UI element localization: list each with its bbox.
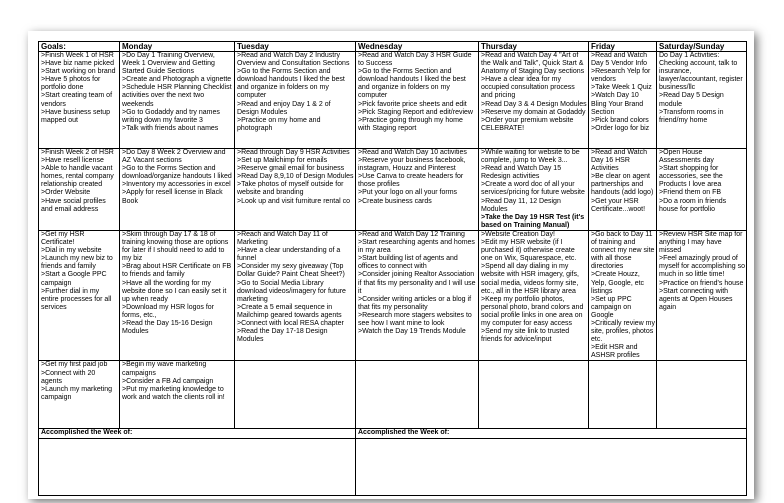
cell-entry: >Finish Week 1 of HSR bbox=[41, 52, 114, 59]
cell-wednesday bbox=[356, 361, 479, 429]
cell-entry: >Read and Watch Day 15 Redesign activities bbox=[481, 165, 562, 181]
cell-thursday bbox=[479, 361, 589, 429]
cell-entry: Do Day 1 Activities: Checking account, talk to insurance, lawyer/accountant, register business/llc bbox=[659, 52, 743, 92]
cell-entry: >Read and Watch Day 12 Training bbox=[358, 230, 465, 238]
cell-entry: >Practice on friend's house bbox=[659, 279, 744, 287]
cell-thursday bbox=[479, 230, 589, 361]
cell-entry: >Inventory my accessories in excel bbox=[122, 181, 231, 189]
cell-entry: >Launch my marketing campaign bbox=[41, 385, 113, 401]
cell-entry: >Create business cards bbox=[358, 197, 432, 205]
cell-monday bbox=[120, 149, 235, 231]
cell-entry: >Go to the Forms Section and download/organize handouts I liked bbox=[122, 165, 232, 181]
cell-entry: >Order Website bbox=[41, 189, 91, 197]
cell-entry: >Set up PPC campaign on Google bbox=[591, 295, 632, 319]
cell-entry: >Connect with 20 agents bbox=[41, 369, 96, 385]
cell-entry: >Website Creation Day! bbox=[481, 230, 555, 238]
cell-entry: >Read Day 8,9,10 of Design Modules bbox=[237, 173, 354, 181]
cell-entry: >Talk with friends about names bbox=[122, 124, 219, 132]
week-row-2 bbox=[39, 149, 747, 231]
header-tuesday: Tuesday bbox=[235, 42, 356, 52]
accomplished-right-area[interactable] bbox=[356, 439, 747, 496]
cell-goals bbox=[39, 230, 120, 361]
cell-entry: >Start building list of agents and offices to connect with bbox=[358, 255, 458, 271]
cell-entry: >Consider joining Realtor Association if that fits my personality and I will use it bbox=[358, 271, 476, 295]
cell-entry: >Review HSR Site map for anything I may have missed bbox=[659, 230, 743, 255]
cell-monday bbox=[120, 361, 235, 429]
cell-wednesday bbox=[356, 149, 479, 231]
cell-entry: >Get my HSR Certificate! bbox=[41, 230, 85, 247]
cell-entry: >Begin my wave marketing campaigns bbox=[122, 361, 207, 377]
cell-entry: >Create a word doc of all your services/pricing for future website bbox=[481, 181, 585, 197]
cell-wednesday bbox=[356, 230, 479, 361]
cell-entry: >Practice on my home and photograph bbox=[237, 116, 321, 132]
cell-entry: >Go to Social Media Library download videos/imagery for future marketing bbox=[237, 279, 346, 303]
accomplished-blank-row bbox=[39, 439, 747, 496]
cell-entry: >Connect with local RESA chapter bbox=[237, 319, 344, 327]
cell-thursday bbox=[479, 52, 589, 149]
cell-weekend bbox=[657, 149, 747, 231]
cell-goals bbox=[39, 149, 120, 231]
cell-weekend bbox=[657, 361, 747, 429]
cell-entry: >Reserve my domain at Godaddy bbox=[481, 108, 586, 116]
cell-entry: >Start researching agents and homes in my area bbox=[358, 239, 475, 255]
cell-entry: >Finish Week 2 of HSR bbox=[41, 149, 114, 156]
cell-weekend bbox=[657, 52, 747, 149]
cell-entry: >Transform rooms in friend/my home bbox=[659, 108, 724, 124]
cell-monday bbox=[120, 52, 235, 149]
cell-entry: >Have social profiles and email address bbox=[41, 197, 106, 213]
cell-friday bbox=[589, 230, 657, 361]
cell-entry: >Open House Assessments day bbox=[659, 149, 714, 165]
cell-entry: >Have a clear idea for my occupied consultation process and pricing bbox=[481, 76, 575, 100]
cell-entry: >Consider writing articles or a blog if that fits my personality bbox=[358, 295, 472, 311]
cell-goals bbox=[39, 361, 120, 429]
accomplished-right-label: Accomplished the Week of: bbox=[356, 429, 747, 439]
cell-monday bbox=[120, 230, 235, 361]
header-weekend: Saturday/Sunday bbox=[657, 42, 747, 52]
cell-entry: >Further dial in my entire processes for all services bbox=[41, 287, 112, 311]
week-row-3 bbox=[39, 230, 747, 361]
cell-entry: >Take photos of myself outside for website and branding bbox=[237, 181, 344, 197]
cell-entry: >Reserve gmail email for business bbox=[237, 165, 345, 173]
cell-entry: >Friend them on FB bbox=[659, 189, 722, 197]
cell-entry: >Start connecting with agents at Open Houses again bbox=[659, 287, 733, 311]
cell-entry: >Feel amazingly proud of myself for accomplishing so much in so little time! bbox=[659, 255, 745, 279]
cell-entry: >Create a 5 email sequence in Mailchimp geared towards agents bbox=[237, 303, 342, 319]
cell-entry: >Research more stagers websites to see how I want mine to look bbox=[358, 311, 472, 327]
weekly-planner-table bbox=[38, 41, 747, 496]
cell-entry: >Do Day 1 Training Overview, Week 1 Overview and Getting Started Guide Sections bbox=[122, 52, 215, 76]
cell-tuesday bbox=[235, 361, 356, 429]
cell-entry: >Do Day 8 Week 2 Overview and AZ Vacant sections bbox=[122, 149, 226, 165]
cell-entry: >Start working on brand bbox=[41, 68, 116, 76]
cell-wednesday bbox=[356, 52, 479, 149]
cell-tuesday bbox=[235, 230, 356, 361]
cell-entry: >Have 5 photos for portfolio done bbox=[41, 76, 101, 92]
cell-entry: >Watch the Day 19 Trends Module bbox=[358, 328, 466, 336]
cell-entry: >Apply for resell license in Black Book bbox=[122, 189, 223, 205]
cell-entry: >Read Day 5 Design module bbox=[659, 92, 724, 108]
cell-entry: >Pick Staging Report and edit/review bbox=[358, 108, 473, 116]
header-friday: Friday bbox=[589, 42, 657, 52]
cell-entry: >Start shopping for accessories, see the Products I love area bbox=[659, 165, 723, 189]
planner-page bbox=[28, 31, 754, 499]
cell-entry: >Able to handle vacant homes, rental company relationship created bbox=[41, 165, 114, 189]
cell-entry: >Get my first paid job bbox=[41, 361, 108, 369]
cell-entry: >Spend all day dialing in my website with HSR imagery, gifs, social media, videos formy site, etc., all in the HSR library area bbox=[481, 263, 579, 295]
cell-entry: >Read Day 3 & 4 Design Modules bbox=[481, 100, 587, 108]
cell-entry: >Reach and Watch Day 11 of Marketing bbox=[237, 230, 328, 247]
cell-entry: >Order logo for biz bbox=[591, 124, 650, 132]
cell-entry: >Read through Day 9 HSR Activities bbox=[237, 149, 350, 156]
cell-entry: >Reserve your business facebook, instagram, Houzz and Pinterest bbox=[358, 157, 466, 173]
cell-entry: >Read and enjoy Day 1 & 2 of Design Modules bbox=[237, 100, 331, 116]
cell-entry: >While waiting for website to be complete, jump to Week 3... bbox=[481, 149, 580, 165]
cell-entry: >Skim through Day 17 & 18 of training knowing those are options for later if I should need to add to my biz bbox=[122, 230, 229, 263]
cell-friday bbox=[589, 149, 657, 231]
cell-entry: >Put my marketing knowledge to work and watch the clients roll in! bbox=[122, 385, 225, 401]
cell-entry: >Look up and visit furniture rental co bbox=[237, 197, 351, 205]
cell-tuesday bbox=[235, 52, 356, 149]
cell-entry: >Have all the wording for my website done so I can easily set it up when ready bbox=[122, 279, 227, 303]
cell-entry: >Send my site link to trusted friends for advice/input bbox=[481, 328, 570, 344]
cell-entry: >Start a Google PPC campaign bbox=[41, 271, 107, 287]
cell-entry: >Get your HSR Certificate...woot! bbox=[591, 197, 646, 213]
cell-entry: >Keep my portfolio photos, personal photo, brand colors and social profile links in one area on my computer for easy access bbox=[481, 295, 584, 327]
cell-entry: >Go to Godaddy and try names writing down my favorite 3 bbox=[122, 108, 220, 124]
cell-entry: >Go to the Forms Section and download handouts I liked the best and organize in folders on my computer bbox=[358, 68, 466, 100]
cell-entry: >Read and Watch Day 10 activities bbox=[358, 149, 467, 156]
cell-entry: >Consider a FB Ad campaign bbox=[122, 377, 214, 385]
cell-thursday bbox=[479, 149, 589, 231]
cell-entry: >Order your premium website CELEBRATE! bbox=[481, 116, 574, 132]
cell-entry: >Read and Watch Day 3 HSR Guide to Success bbox=[358, 52, 472, 68]
cell-entry: >Have biz name picked bbox=[41, 60, 114, 68]
cell-entry: >Read the Day 17-18 Design Modules bbox=[237, 328, 328, 344]
cell-entry: >Edit my HSR website (if I purchased it) otherwise create one on Wix, Squarespace, etc. bbox=[481, 239, 577, 263]
cell-entry: >Put your logo on all your forms bbox=[358, 189, 458, 197]
header-thursday: Thursday bbox=[479, 42, 589, 52]
cell-weekend bbox=[657, 230, 747, 361]
cell-entry: >Go back to Day 11 of training and connect my new site with all those directories bbox=[591, 230, 655, 271]
cell-entry: >Set up Mailchimp for emails bbox=[237, 157, 328, 165]
cell-tuesday bbox=[235, 149, 356, 231]
cell-entry: >Brag about HSR Certificate on FB to friends and family bbox=[122, 263, 232, 279]
header-row bbox=[39, 42, 747, 52]
cell-entry: >Use Canva to create headers for those profiles bbox=[358, 173, 464, 189]
cell-entry: >Pick favorite price sheets and edit bbox=[358, 100, 467, 108]
cell-entry: >Research Yelp for vendors bbox=[591, 68, 651, 84]
cell-entry: >Go to the Forms Section and download handouts I liked the best and organize in folders on my computer bbox=[237, 68, 345, 100]
cell-entry: >Have a clear understanding of a funnel bbox=[237, 247, 341, 263]
cell-entry: >Start creating team of vendors bbox=[41, 92, 113, 108]
cell-entry: >Take the Day 19 HSR Test (it's based on Training Manual) bbox=[481, 213, 585, 229]
cell-friday bbox=[589, 361, 657, 429]
cell-entry: >Pick brand colors bbox=[591, 116, 649, 124]
cell-entry: >Do a room in friends house for portfolio bbox=[659, 197, 727, 213]
cell-entry: >Create Houzz, Yelp, Google, etc listings bbox=[591, 271, 645, 295]
cell-entry: >Practice going through my home with Staging report bbox=[358, 116, 463, 132]
week-row-4 bbox=[39, 361, 747, 429]
header-goals: Goals: bbox=[39, 42, 120, 52]
cell-entry: >Create and Photograph a vignette bbox=[122, 76, 232, 84]
cell-entry: >Read and Watch Day 4 "Art of the Walk and Talk", Quick Start & Anatomy of Staging Day sections bbox=[481, 52, 585, 76]
cell-entry: >Read the Day 15-16 Design Modules bbox=[122, 319, 213, 336]
header-wednesday: Wednesday bbox=[356, 42, 479, 52]
accomplished-left-area[interactable] bbox=[39, 439, 356, 496]
week-row-1 bbox=[39, 52, 747, 149]
cell-friday bbox=[589, 52, 657, 149]
cell-entry: >Read and Watch Day 5 Vendor Info bbox=[591, 52, 648, 68]
cell-entry: >Launch my new biz to friends and family bbox=[41, 255, 113, 271]
cell-entry: >Critically review my site, profiles, photos etc. bbox=[591, 319, 655, 344]
cell-entry: >Download my HSR logos for forms, etc., bbox=[122, 303, 215, 319]
cell-entry: >Have business setup mapped out bbox=[41, 108, 111, 124]
accomplished-row bbox=[39, 429, 747, 439]
cell-entry: >Dial in my website bbox=[41, 247, 102, 255]
accomplished-left-label: Accomplished the Week of: bbox=[39, 429, 356, 439]
header-monday: Monday bbox=[120, 42, 235, 52]
cell-entry: >Be clear on agent partnerships and handouts (add logo) bbox=[591, 173, 654, 197]
cell-entry: >Schedule HSR Planning Checklist activities over the next two weekends bbox=[122, 84, 232, 108]
cell-entry: >Read and Watch Day 2 Industry Overview and Consultation Sections bbox=[237, 52, 350, 68]
cell-goals bbox=[39, 52, 120, 149]
cell-entry: >Take Week 1 Quiz bbox=[591, 84, 652, 92]
cell-entry: >Have resell license bbox=[41, 157, 104, 165]
cell-entry: >Consider my sexy giveaway (Top Dollar Guide? Paint Cheat Sheet?) bbox=[237, 263, 345, 279]
cell-entry: >Read and Watch Day 16 HSR Activities bbox=[591, 149, 647, 173]
cell-entry: >Edit HSR and ASHSR profiles bbox=[591, 344, 640, 360]
cell-entry: >Read Day 11, 12 Design Modules bbox=[481, 197, 561, 213]
cell-entry: >Watch Day 10 Bling Your Brand Section bbox=[591, 92, 644, 116]
